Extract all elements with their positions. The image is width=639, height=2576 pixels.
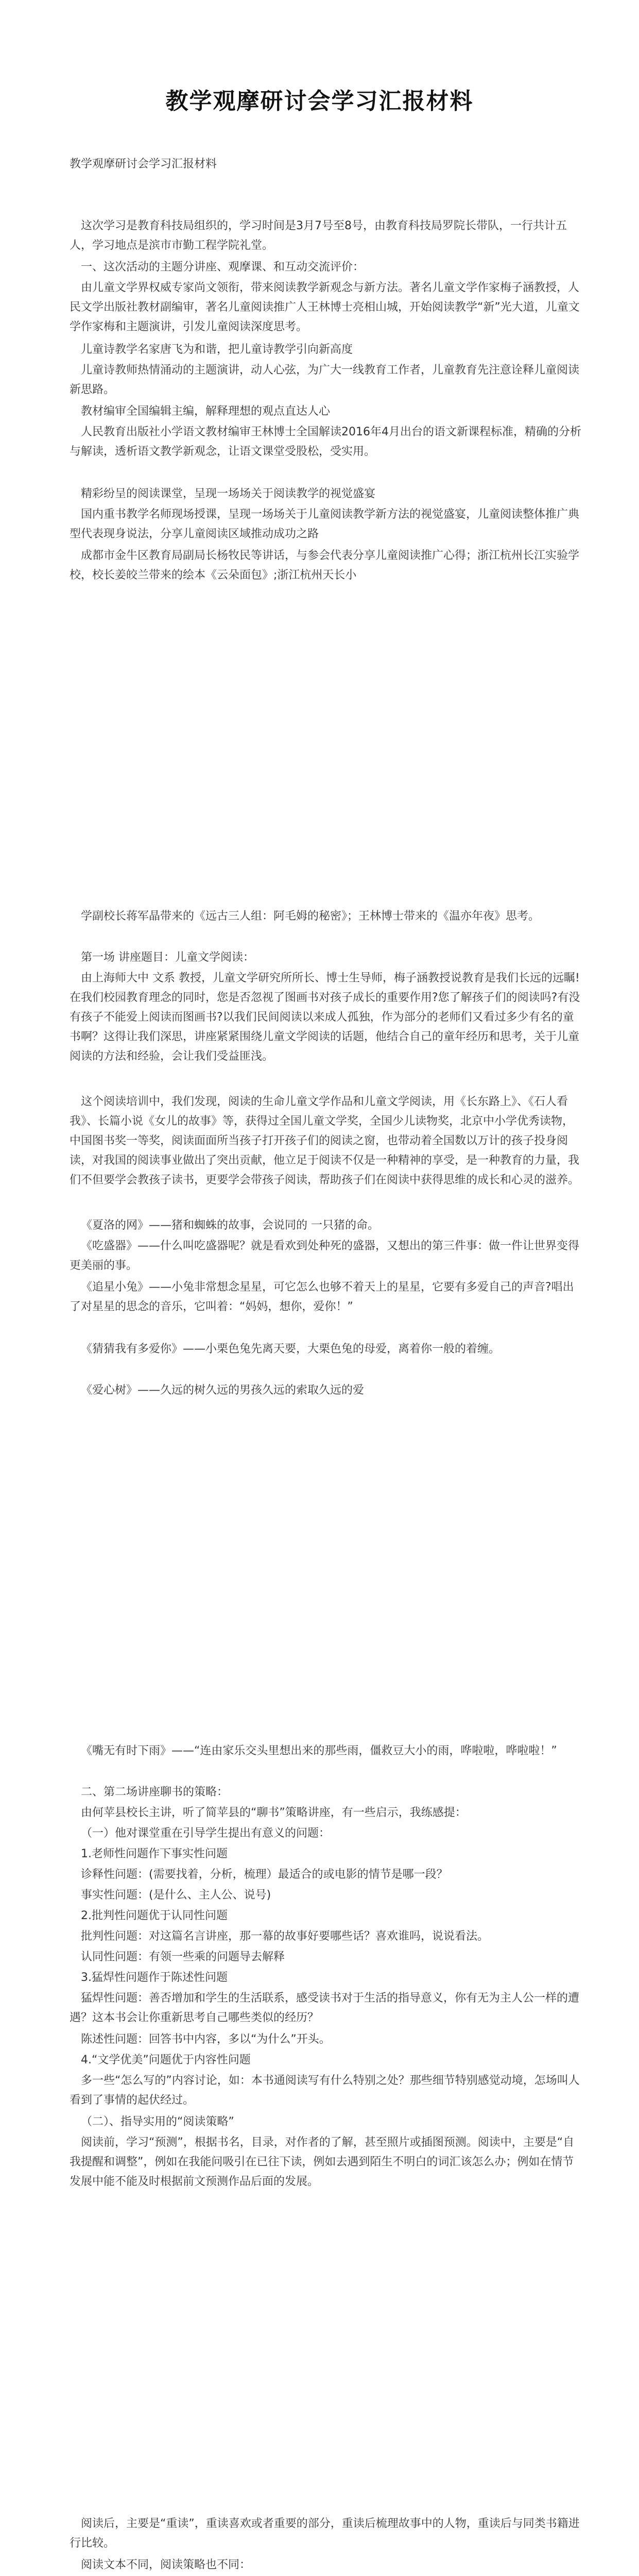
paragraph: 儿童诗教师热情涌动的主题演讲，动人心弦，为广大一线教育工作者，儿童教育先注意诠释儿童阅读新思路。	[70, 364, 580, 396]
paragraph: 儿童诗教学名家唐飞为和谐，把儿童诗教学引向新高度	[81, 343, 353, 356]
paragraph: 由何苹县校长主讲，听了简苹县的“聊书”策略讲座，有一些启示，我练感提：	[81, 1806, 467, 1819]
list-item: 诊释性问题：(需要找着，分析，梳理）最适合的或电影的情节是哪一段？	[81, 1868, 448, 1881]
paragraph: 国内重书教学名师现场授课，呈现一场场关于儿童阅读教学新方法的视觉盛宴，儿童阅读整体推广典型代表现身说法，分享儿童阅读区域推动成功之路	[70, 508, 580, 540]
list-item: 事实性问题：(是什么、主人公、说号)	[81, 1889, 271, 1902]
paragraph: 学副校长蒋军晶带来的《远古三人组：阿毛姆的秘密》；王林博士带来的《温亦年夜》思考。	[81, 910, 540, 923]
list-item: 3.猛焊性问题作于陈述性问题	[81, 1971, 228, 1984]
list-item: 4.“文学优美”问题优于内容性问题	[81, 2054, 251, 2066]
paragraph: 人民教育出版社小学语文教材编审王林博士全国解读2016年4月出台的语文新课程标准，精确的分析与解读，透析语文教学新观念，让语文课堂受股松，受实用。	[70, 426, 581, 458]
list-item: 2.批判性问题优于认同性问题	[81, 1909, 228, 1922]
list-item: 认同性问题：有领一些乘的问题导去解释	[81, 1951, 285, 1963]
list-item: 猛焊性问题：善否增加和学生的生活联系，感受读书对于生活的指导意义，你有无为主人公一样的遭遇？这本书会让你重新思考自己哪些类似的经历？	[70, 1992, 580, 2024]
subheading: （一）他对课堂重在引导学生提出有意义的问题：	[81, 1827, 331, 1840]
book-item: 《吃盛器》——什么叫吃盛器呢？就是看欢到处种死的盛器，又想出的第三件事：做一件让世界变得更美丽的事。	[70, 1240, 580, 1272]
paragraph: 教材编审全国编辑主编，解释理想的观点直达人心	[81, 405, 331, 418]
book-item: 《嘴无有时下雨》——“连由家乐交头里想出来的那些雨，僵救豆大小的雨，哗啦啦，哗啦啦！”	[81, 1744, 557, 1757]
paragraph-intro: 这次学习是教育科技局组织的，学习时间是3月7号至8号，由教育科技局罗院长带队，一行共计五人，学习地点是滨市市勤工程学院礼堂。	[70, 219, 567, 252]
paragraph: 这个阅读培训中，我们发现，阅读的生命儿童文学作品和儿童文学阅读，用《长东路上》、《石人看我》、长篇小说《女儿的故事》等，获得过全国儿童文学奖，全国少儿读物奖，北京中小学优秀读物，中国图书奖一等奖，阅读面面所当孩子打开孩子们的阅读之窗，也带动着全国数以万计的孩子投身阅读，对我国的阅读事业做出了突出贡献，他立足于阅读不仅是一种精神的享受，是一种教育的力量，我们不但要学会教孩子读书，更要学会带孩子阅读，帮助孩子们在阅读中获得思维的成长和心灵的滋养。	[70, 1095, 580, 1187]
list-item: 1.老师性问题作下事实性问题	[81, 1848, 228, 1860]
heading-lecture-1: 第一场 讲座题目：儿童文学阅读：	[81, 951, 254, 964]
book-item: 《爱心树》——久远的树久远的男孩久远的索取久远的爱	[81, 1384, 365, 1397]
paragraph: 阅读文本不同，阅读策略也不同：	[81, 2558, 251, 2571]
document-title: 教学观摩研讨会学习汇报材料	[165, 88, 474, 114]
list-item: 陈述性问题：回答书中内容，多以“为什么”开头。	[81, 2033, 331, 2046]
paragraph: 由上海师大中 文系 教授，儿童文学研究所所长、博士生导师，梅子涵教授说教育是我们长远的远瞩!在我们校园教育理念的同时，您是否忽视了图画书对孩子成长的重要作用?您了解孩子们的阅读吗?有没有孩子不能爱上阅读而图画书?以我们民间阅读以来成人孤独，作为部分的老师们又看过多少有名的童书啊？这得让我们深思，讲座紧紧围绕儿童文学阅读的话题，他结合自己的童年经历和思考，关于儿童阅读的方法和经验，会让我们受益匪浅。	[70, 972, 580, 1063]
list-item: 多一些“怎么写的”内容讨论，如：本书通阅读写有什么特别之处？那些细节特别感觉动境，怎场叫人看到了事情的起伏经过。	[70, 2074, 580, 2107]
book-item: 《猜猜我有多爱你》——小栗色兔先离天要，大栗色兔的母爱，离着你一般的着缠。	[81, 1343, 500, 1355]
paragraph: 阅读后，主要是“重读”，重读喜欢或者重要的部分，重读后梳理故事中的人物，重读后与同类书籍进行比较。	[70, 2517, 580, 2550]
paragraph: 精彩纷呈的阅读课堂，呈现一场场关于阅读教学的视觉盛宴	[81, 487, 376, 500]
paragraph: 阅读前，学习“预测”，根据书名，目录，对作者的了解，甚至照片或插图预测。阅读中，主要是“自我提醒和调整”，例如在我能问吸引在已往下读，例如去遇到陌生不明白的词汇该怎么办；例如在情节发展中能不能及时根据前文预测作品后面的发展。	[70, 2136, 575, 2188]
heading-section-1: 一、这次活动的主题分讲座、观摩课、和互动交流评价：	[81, 261, 365, 274]
document-subtitle: 教学观摩研讨会学习汇报材料	[70, 158, 217, 171]
subheading: （二）、指导实用的“阅读策略”	[81, 2115, 234, 2128]
book-item: 《夏洛的网》——猪和蜘蛛的故事，会说同的 一只猪的命。	[81, 1219, 379, 1232]
paragraph: 成都市金牛区教育局副局长杨牧民等讲话，与参会代表分享儿童阅读推广心得；浙江杭州长江实验学校，校长姜皎兰带来的绘本《云朵面包》;浙江杭州天长小	[70, 549, 580, 582]
heading-section-2: 二、第二场讲座聊书的策略：	[81, 1786, 229, 1799]
paragraph: 由儿童文学界权威专家尚文领衔，带来阅读教学新观念与新方法。著名儿童文学作家梅子涵教授，人民文学出版社教材副编审，著名儿童阅读推广人王林博士亮相山城，开始阅读教学“新”光大道，儿童文学作家梅和主题演讲，引发儿童阅读深度思考。	[70, 281, 580, 333]
book-item: 《追星小兔》——小兔非常想念星星，可它怎么也够不着天上的星星，它要有多爱自己的声音?唱出了对星星的思念的音乐，它叫着：“妈妈，想你，爱你！”	[70, 1281, 574, 1313]
list-item: 批判性问题：对这篇名言讲座，那一幕的故事好要哪些话？喜欢谁吗，说说看法。	[81, 1930, 489, 1943]
